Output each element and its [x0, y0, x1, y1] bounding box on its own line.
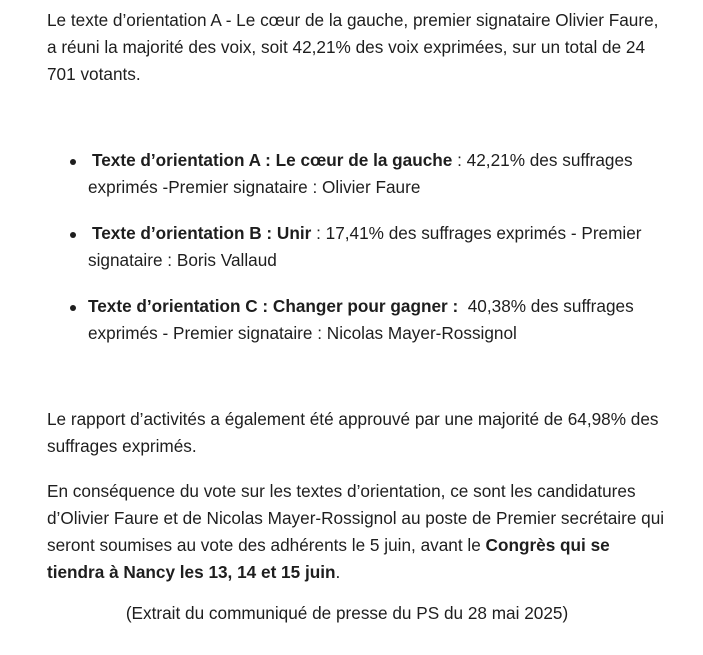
list-item-text: 40,38% des suffrages exprimés - Premier signataire : Nicolas Mayer-Rossignol: [88, 296, 639, 343]
list-item-heading: Texte d’orientation B : Unir: [92, 223, 312, 243]
bullet-icon: [70, 232, 76, 238]
list-item-text: : 17,41% des suffrages exprimés - Premier signataire : Boris Vallaud: [88, 223, 642, 270]
list-item-b: [47, 220, 667, 274]
source-note: (Extrait du communiqué de presse du PS du 28 mai 2025): [125, 603, 569, 623]
list-item-text: : 42,21% des suffrages exprimés -Premier signataire : Olivier Faure: [88, 150, 633, 197]
congress-highlight: Congrès qui se tiendra à Nancy les 13, 14 et 15 juin: [47, 535, 610, 582]
consequence-text: En conséquence du vote sur les textes d’orientation, ce sont les candidatures d’Olivier Faure et de Nicolas Mayer-Rossignol au poste de Premier secrétaire qui seront soumises au vote des adhérents le 5 juin, avant le: [47, 481, 665, 555]
consequence-paragraph: [47, 478, 667, 586]
article-body: [47, 7, 667, 627]
consequence-end: .: [335, 562, 341, 582]
list-item-a: [47, 147, 667, 201]
list-item-heading: Texte d’orientation C : Changer pour gagner :: [88, 296, 459, 316]
intro-paragraph: Le texte d’orientation A - Le cœur de la gauche, premier signataire Olivier Faure, a réuni la majorité des voix, soit 42,21% des voix exprimées, sur un total de 24 701 votants.: [47, 10, 659, 84]
report-paragraph: Le rapport d’activités a également été approuvé par une majorité de 64,98% des suffrages exprimés.: [47, 409, 659, 456]
list-item-heading: Texte d’orientation A : Le cœur de la gauche: [92, 150, 453, 170]
results-list: [47, 147, 667, 347]
bullet-icon: [70, 305, 76, 311]
bullet-icon: [70, 159, 76, 165]
list-item-c: [47, 293, 667, 347]
